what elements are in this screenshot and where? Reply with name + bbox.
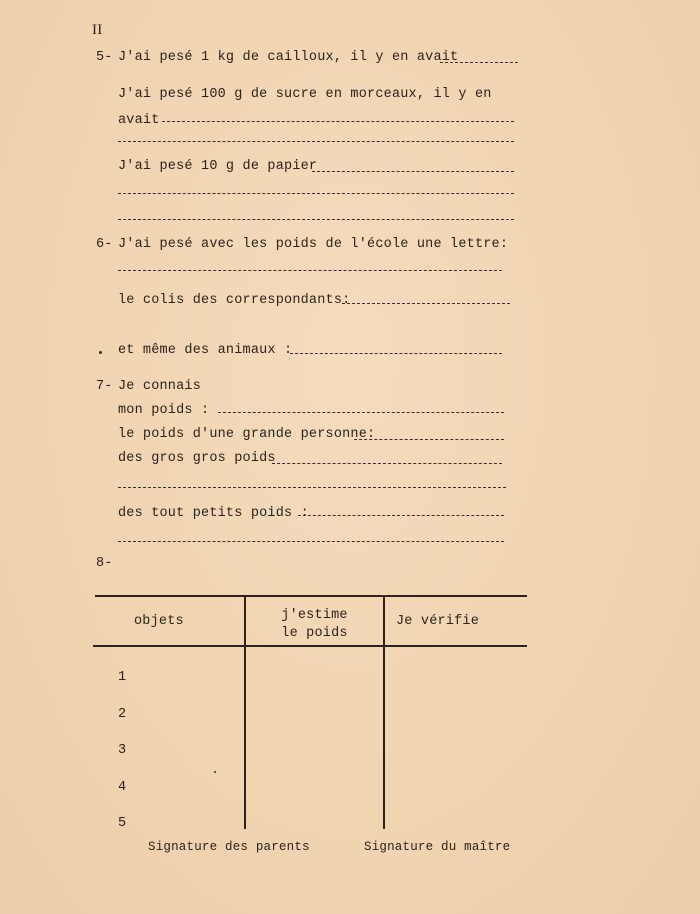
table-row-number: 1 bbox=[118, 670, 127, 685]
table-row-number: 4 bbox=[118, 780, 127, 795]
page-number: II bbox=[92, 22, 103, 38]
ink-speck bbox=[214, 771, 216, 773]
q7-item2: le poids d'une grande personne: bbox=[118, 427, 376, 442]
answer-line bbox=[272, 463, 502, 464]
q7-item1: mon poids : bbox=[118, 403, 210, 418]
teacher-signature-label: Signature du maître bbox=[364, 840, 511, 854]
table-header-estime-line1: j'estime bbox=[281, 608, 348, 623]
table-row-number: 3 bbox=[118, 743, 127, 758]
q6-line1: J'ai pesé avec les poids de l'école une lettre: bbox=[118, 237, 509, 252]
table-top-border bbox=[95, 595, 527, 597]
q5-line3: J'ai pesé 10 g de papier bbox=[118, 159, 318, 174]
table-header-verifie: Je vérifie bbox=[396, 614, 480, 629]
table-header-border bbox=[93, 645, 527, 647]
q6-line2: le colis des correspondants: bbox=[118, 293, 351, 308]
q6-line3: et même des animaux : bbox=[118, 343, 293, 358]
q6-number: 6- bbox=[96, 237, 113, 252]
ink-speck bbox=[99, 351, 102, 354]
answer-line bbox=[440, 62, 518, 63]
parents-signature-label: Signature des parents bbox=[148, 840, 310, 854]
q5-line2a: J'ai pesé 100 g de sucre en morceaux, il y en bbox=[118, 87, 492, 102]
answer-line bbox=[298, 515, 504, 516]
answer-line bbox=[290, 353, 502, 354]
q7-item3: des gros gros poids bbox=[118, 451, 276, 466]
answer-line bbox=[118, 219, 514, 220]
table-column-divider bbox=[383, 596, 385, 829]
answer-line bbox=[312, 171, 514, 172]
q8-number: 8- bbox=[96, 556, 113, 571]
answer-line bbox=[118, 541, 504, 542]
q5-number: 5- bbox=[96, 50, 113, 65]
table-header-objets: objets bbox=[134, 614, 184, 629]
q7-intro: Je connais bbox=[118, 379, 202, 394]
table-header-estime-line2: le poids bbox=[281, 626, 348, 641]
table-row-number: 5 bbox=[118, 816, 127, 831]
answer-line bbox=[218, 412, 504, 413]
q7-number: 7- bbox=[96, 379, 113, 394]
answer-line bbox=[342, 303, 510, 304]
q7-item4: des tout petits poids : bbox=[118, 506, 309, 521]
answer-line bbox=[162, 121, 514, 122]
answer-line bbox=[118, 193, 514, 194]
q5-line1: J'ai pesé 1 kg de cailloux, il y en avait bbox=[118, 50, 459, 65]
answer-line bbox=[118, 270, 502, 271]
answer-line bbox=[118, 141, 514, 142]
answer-line bbox=[354, 439, 504, 440]
q5-line2b: avait bbox=[118, 113, 160, 128]
answer-line bbox=[118, 487, 506, 488]
table-row-number: 2 bbox=[118, 707, 127, 722]
